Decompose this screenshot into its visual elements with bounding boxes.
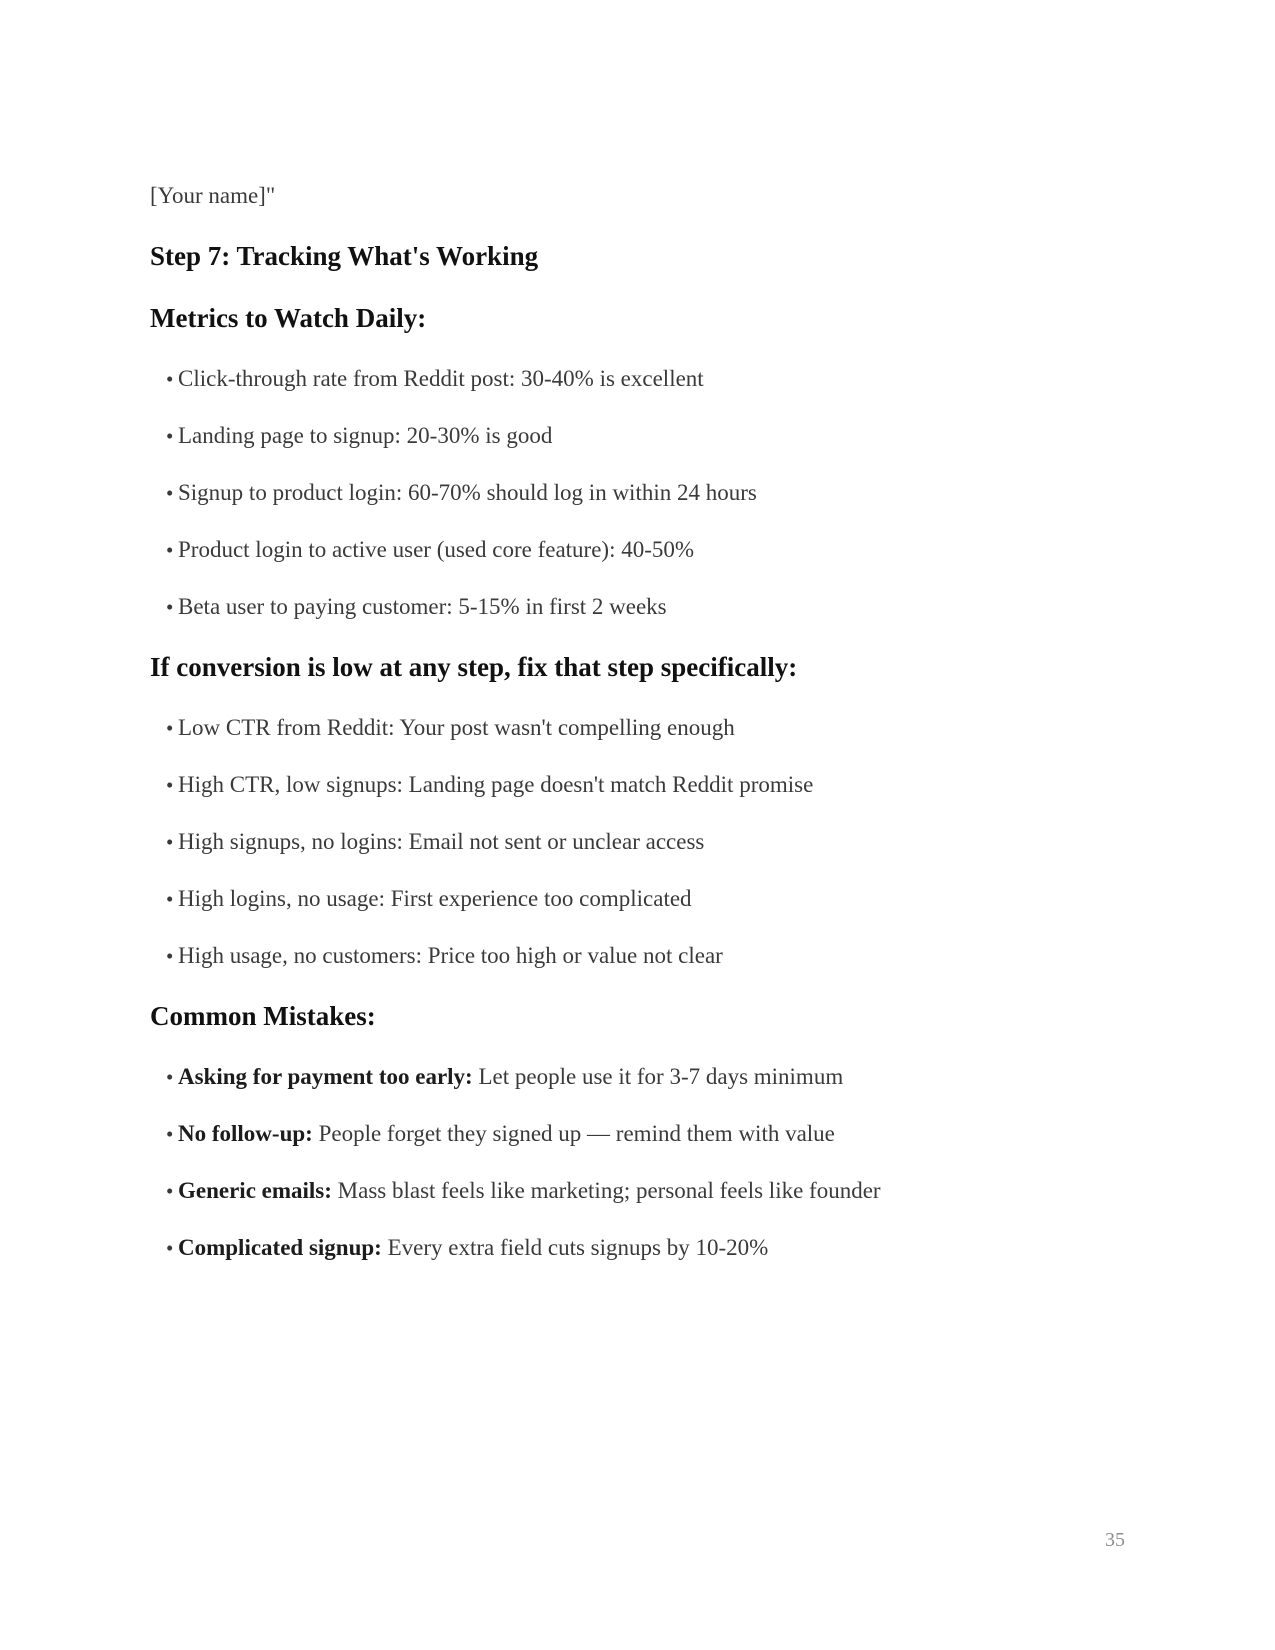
list-item	[150, 593, 1125, 621]
list-item-text: Product login to active user (used core feature): 40-50%	[178, 537, 695, 562]
list-item	[150, 365, 1125, 393]
list-item-text	[178, 1234, 768, 1262]
metrics-list	[150, 365, 1125, 621]
list-item-text	[178, 1063, 843, 1091]
list-item-text	[178, 1177, 881, 1205]
heading-step-7: Step 7: Tracking What's Working	[150, 241, 539, 271]
list-item-text: Landing page to signup: 20-30% is good	[178, 423, 553, 448]
list-item	[150, 1120, 1125, 1148]
heading-metrics: Metrics to Watch Daily:	[150, 303, 427, 333]
list-item	[150, 1234, 1125, 1262]
list-item	[150, 536, 1125, 564]
list-item	[150, 422, 1125, 450]
bullet-icon: •	[166, 716, 174, 740]
mistake-description: Mass blast feels like marketing; personal feels like founder	[331, 1178, 881, 1203]
mistake-label: Asking for payment too early:	[178, 1064, 473, 1089]
bullet-icon: •	[166, 944, 174, 968]
list-item-text: High usage, no customers: Price too high or value not clear	[178, 943, 723, 968]
mistake-description: People forget they signed up — remind them with value	[312, 1121, 835, 1146]
bullet-icon: •	[166, 1179, 174, 1203]
mistake-description: Let people use it for 3-7 days minimum	[472, 1064, 844, 1089]
list-item	[150, 828, 1125, 856]
page-number: 35	[1105, 1529, 1125, 1551]
mistake-description: Every extra field cuts signups by 10-20%	[381, 1235, 769, 1260]
bullet-icon: •	[166, 887, 174, 911]
bullet-icon: •	[166, 1065, 174, 1089]
bullet-icon: •	[166, 595, 174, 619]
list-item-text: Beta user to paying customer: 5-15% in first 2 weeks	[178, 594, 667, 619]
intro-line: [Your name]"	[150, 183, 276, 208]
list-item-text: Signup to product login: 60-70% should log in within 24 hours	[178, 480, 757, 505]
bullet-icon: •	[166, 830, 174, 854]
heading-common-mistakes: Common Mistakes:	[150, 1001, 376, 1031]
bullet-icon: •	[166, 773, 174, 797]
list-item-text: Low CTR from Reddit: Your post wasn't compelling enough	[178, 715, 735, 740]
mistake-label: Generic emails:	[178, 1178, 332, 1203]
list-item-text: High CTR, low signups: Landing page doesn't match Reddit promise	[178, 772, 814, 797]
bullet-icon: •	[166, 367, 174, 391]
heading-conversion: If conversion is low at any step, fix that step specifically:	[150, 652, 798, 682]
list-item	[150, 479, 1125, 507]
list-item	[150, 885, 1125, 913]
bullet-icon: •	[166, 538, 174, 562]
list-item	[150, 714, 1125, 742]
mistakes-list	[150, 1063, 1125, 1262]
bullet-icon: •	[166, 1122, 174, 1146]
list-item-text: High logins, no usage: First experience too complicated	[178, 886, 692, 911]
mistake-label: No follow-up:	[178, 1121, 313, 1146]
list-item	[150, 1063, 1125, 1091]
mistake-label: Complicated signup:	[178, 1235, 382, 1260]
conversion-fixes-list	[150, 714, 1125, 970]
list-item-text: Click-through rate from Reddit post: 30-40% is excellent	[178, 366, 704, 391]
list-item	[150, 1177, 1125, 1205]
list-item-text: High signups, no logins: Email not sent or unclear access	[178, 829, 705, 854]
bullet-icon: •	[166, 424, 174, 448]
list-item	[150, 771, 1125, 799]
bullet-icon: •	[166, 1236, 174, 1260]
bullet-icon: •	[166, 481, 174, 505]
list-item	[150, 942, 1125, 970]
list-item-text	[178, 1120, 835, 1148]
